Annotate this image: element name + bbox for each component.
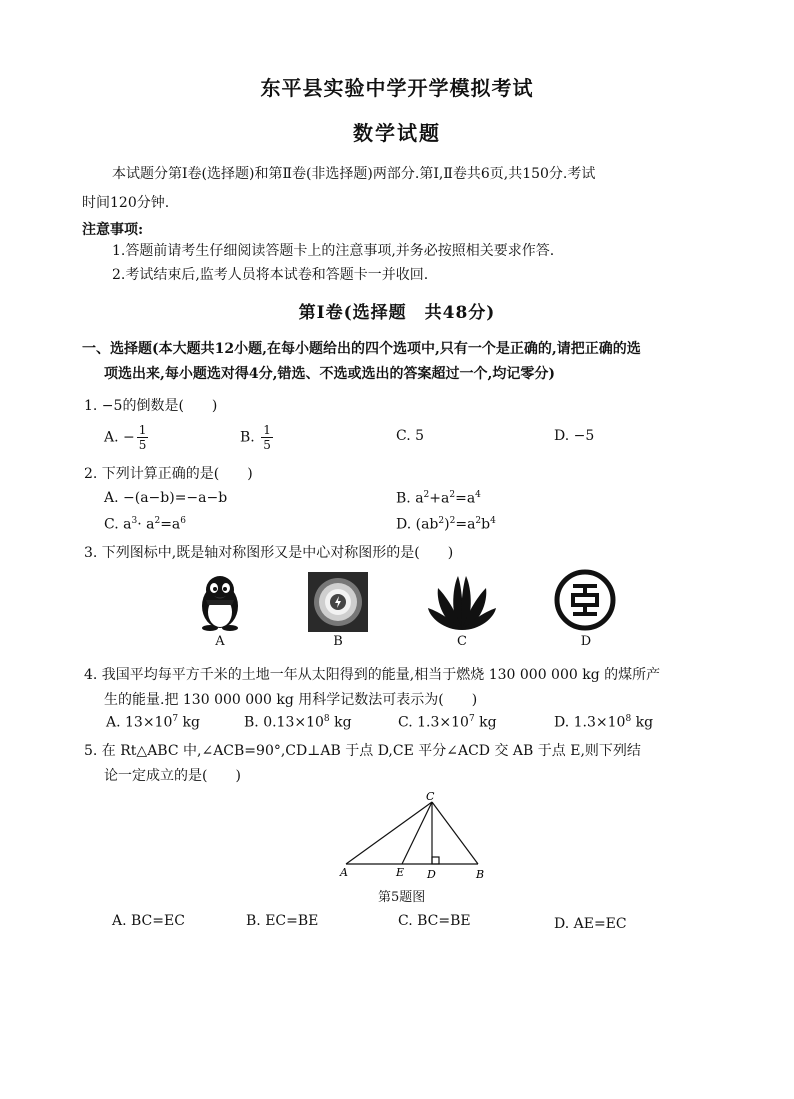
section-instruction-2: 项选出来,每小题选对得4分,错选、不选或选出的答案超过一个,均记零分) xyxy=(104,366,555,382)
q5-figure-caption: 第5题图 xyxy=(378,890,426,905)
q4-option-c: C. $1.3\times 10^7$ kg xyxy=(398,714,497,731)
q2-stem: 2. 下列计算正确的是( ) xyxy=(84,466,253,482)
q1-a-fraction: $\frac{1}{5}$ xyxy=(138,423,147,452)
notice-item-2: 2.考试结束后,监考人员将本试卷和答题卡一并收回. xyxy=(112,267,429,283)
q2-option-b: B. $a^2+a^2=a^4$ xyxy=(396,490,481,507)
q4-stem-line1: 4. 我国平均每平方千米的土地一年从太阳得到的能量,相当于燃烧 130 000 000 kg 的煤所产 xyxy=(84,667,661,683)
q1-option-a: A. − $\frac{1}{5}$ xyxy=(104,423,147,452)
q2-option-c: C. $a^3\cdot a^2=a^6$ xyxy=(104,516,186,533)
point-label-c: C xyxy=(426,790,435,803)
point-label-b: B xyxy=(476,868,485,881)
bank-logo-icon xyxy=(554,569,616,631)
q4-option-d: D. $1.3\times 10^8$ kg xyxy=(554,714,654,731)
q2-option-a: A. −(a−b)=−a−b xyxy=(104,490,228,506)
q4-option-a: A. $13\times 10^7$ kg xyxy=(106,714,201,731)
notice-item-1: 1.答题前请考生仔细阅读答题卡上的注意事项,并务必按照相关要求作答. xyxy=(112,243,555,259)
notice-heading: 注意事项: xyxy=(82,222,144,238)
q5-stem-line2: 论一定成立的是( ) xyxy=(104,768,241,784)
q3-label-c: C xyxy=(457,634,467,649)
q1-stem: 1. −5的倒数是( ) xyxy=(84,398,218,414)
section-instruction-1: 一、选择题(本大题共12小题,在每小题给出的四个选项中,只有一个是正确的,请把正确的选 xyxy=(82,341,641,357)
q5-stem-line1: 5. 在 Rt△ABC 中,∠ACB=90°,CD⊥AB 于点 D,CE 平分∠ACD 交 AB 于点 E,则下列结 xyxy=(84,743,641,759)
school-title: 东平县实验中学开学模拟考试 xyxy=(260,76,534,100)
circle-square-logo-icon xyxy=(308,572,368,632)
q1-b-fraction: $\frac{1}{5}$ xyxy=(263,423,271,452)
point-label-a: A xyxy=(340,866,348,879)
q4-option-b: B. $0.13\times 10^8$ kg xyxy=(244,714,352,731)
q3-label-d: D xyxy=(580,634,592,649)
intro-line2: 时间120分钟. xyxy=(82,195,170,211)
point-label-d: D xyxy=(427,868,436,881)
q2-option-d: D. $(ab^2)^2=a^2b^4$ xyxy=(396,516,496,533)
right-angle-mark xyxy=(432,857,439,864)
segment-ce xyxy=(402,802,432,864)
q5-option-b: B. EC=BE xyxy=(246,913,319,929)
section-title: 第Ⅰ卷(选择题 共48分) xyxy=(298,303,496,323)
segment-ac xyxy=(346,802,432,864)
q1-option-d: D. −5 xyxy=(554,428,595,444)
subject-title: 数学试题 xyxy=(353,121,441,145)
q3-stem: 3. 下列图标中,既是轴对称图形又是中心对称图形的是( ) xyxy=(84,545,454,561)
q1-option-b: B. $\frac{1}{5}$ xyxy=(240,423,271,452)
q5-option-a: A. BC=EC xyxy=(112,913,185,929)
petal-fan-logo-icon xyxy=(428,574,496,632)
q4-stem-line2: 生的能量.把 130 000 000 kg 用科学记数法可表示为( ) xyxy=(104,692,478,708)
q5-triangle-figure xyxy=(330,790,500,882)
q3-label-b: B xyxy=(333,634,343,649)
intro-line1: 本试题分第Ⅰ卷(选择题)和第Ⅱ卷(非选择题)两部分.第Ⅰ,Ⅱ卷共6页,共150分.考试 xyxy=(112,166,596,182)
q5-option-d: D. AE=EC xyxy=(554,916,627,932)
q5-option-c: C. BC=BE xyxy=(398,913,471,929)
q1-option-c: C. 5 xyxy=(396,428,425,444)
segment-bc xyxy=(432,802,478,864)
q3-label-a: A xyxy=(215,634,225,649)
penguin-logo-icon xyxy=(196,572,244,632)
point-label-e: E xyxy=(396,866,405,879)
